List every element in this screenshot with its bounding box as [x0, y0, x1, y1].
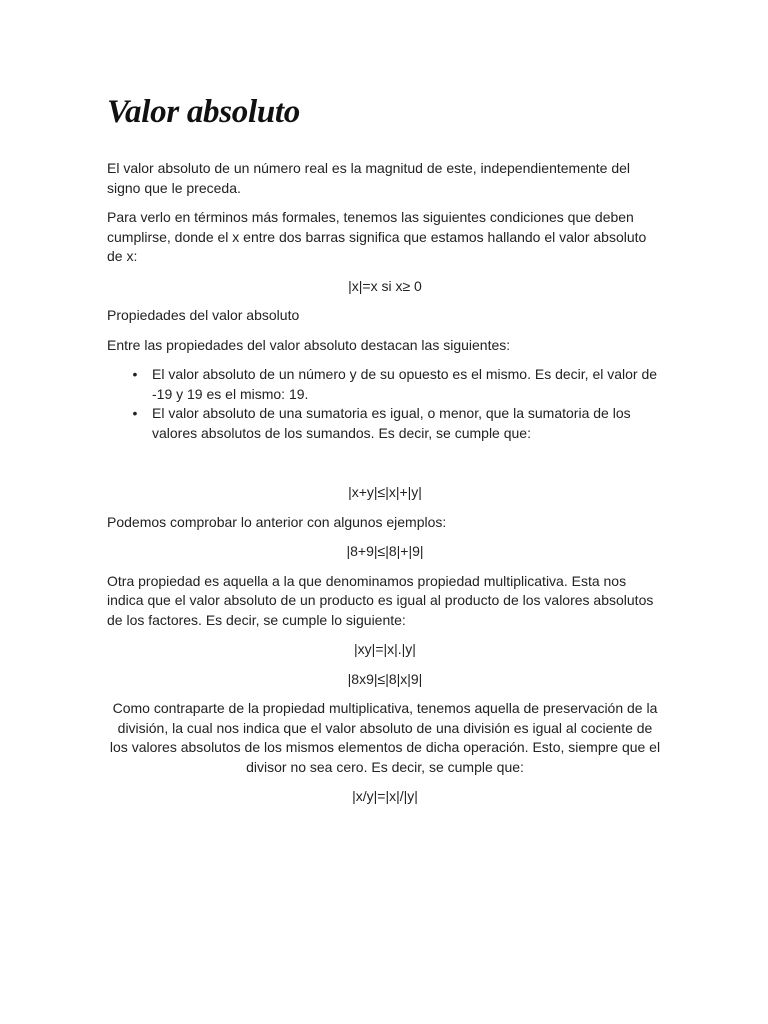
examples-paragraph: Podemos comprobar lo anterior con algunos ejemplos:	[107, 513, 447, 530]
formula-example-sum: |8+9|≤|8|+|9|	[346, 543, 424, 559]
list-item	[132, 404, 663, 443]
formula-definition: |x|=x si x≥ 0	[348, 277, 422, 294]
list-item-text: El valor absoluto de un número y de su opuesto es el mismo. Es decir, el valor de -19 y 19 es el mismo: 19.	[152, 366, 658, 402]
formula-triangle-inequality: |x+y|≤|x|+|y|	[348, 484, 422, 500]
section-heading-properties: Propiedades del valor absoluto	[107, 307, 300, 323]
formula-multiplicative: |xy|=|x|.|y|	[354, 641, 416, 657]
list-item-text: El valor absoluto de una sumatoria es igual, o menor, que la sumatoria de los valores absolutos de los sumandos. Es decir, se cumple que:	[152, 405, 631, 441]
properties-intro-paragraph: Entre las propiedades del valor absoluto destacan las siguientes:	[107, 336, 511, 353]
blank-line	[107, 443, 663, 483]
intro-paragraph: El valor absoluto de un número real es la magnitud de este, independientemente del signo que le preceda.	[107, 160, 631, 196]
properties-list	[107, 365, 663, 443]
formula-example-product: |8x9|≤|8|x|9|	[347, 670, 423, 687]
multiplicative-paragraph: Otra propiedad es aquella a la que denominamos propiedad multiplicativa. Esta nos indica que el valor absoluto de un producto es igual al producto de los valores absolutos de los factores. Es decir, se cumple lo siguiente:	[107, 572, 654, 628]
list-item	[132, 365, 663, 404]
formula-division: |x/y|=|x|/|y|	[352, 788, 418, 804]
division-paragraph: Como contraparte de la propiedad multiplicativa, tenemos aquella de preservación de la división, la cual nos indica que el valor absoluto de una división es igual al cociente de los valores absolutos de los mismos elementos de dicha operación. Esto, siempre que el divisor no sea cero. Es decir, se cumple que:	[109, 700, 661, 775]
bullet-icon: •	[132, 366, 138, 382]
document-page	[107, 90, 663, 817]
bullet-icon: •	[132, 405, 138, 421]
definition-paragraph: Para verlo en términos más formales, tenemos las siguientes condiciones que deben cumplirse, donde el x entre dos barras significa que estamos hallando el valor absoluto de x:	[107, 209, 647, 264]
document-title: Valor absoluto	[107, 94, 300, 130]
